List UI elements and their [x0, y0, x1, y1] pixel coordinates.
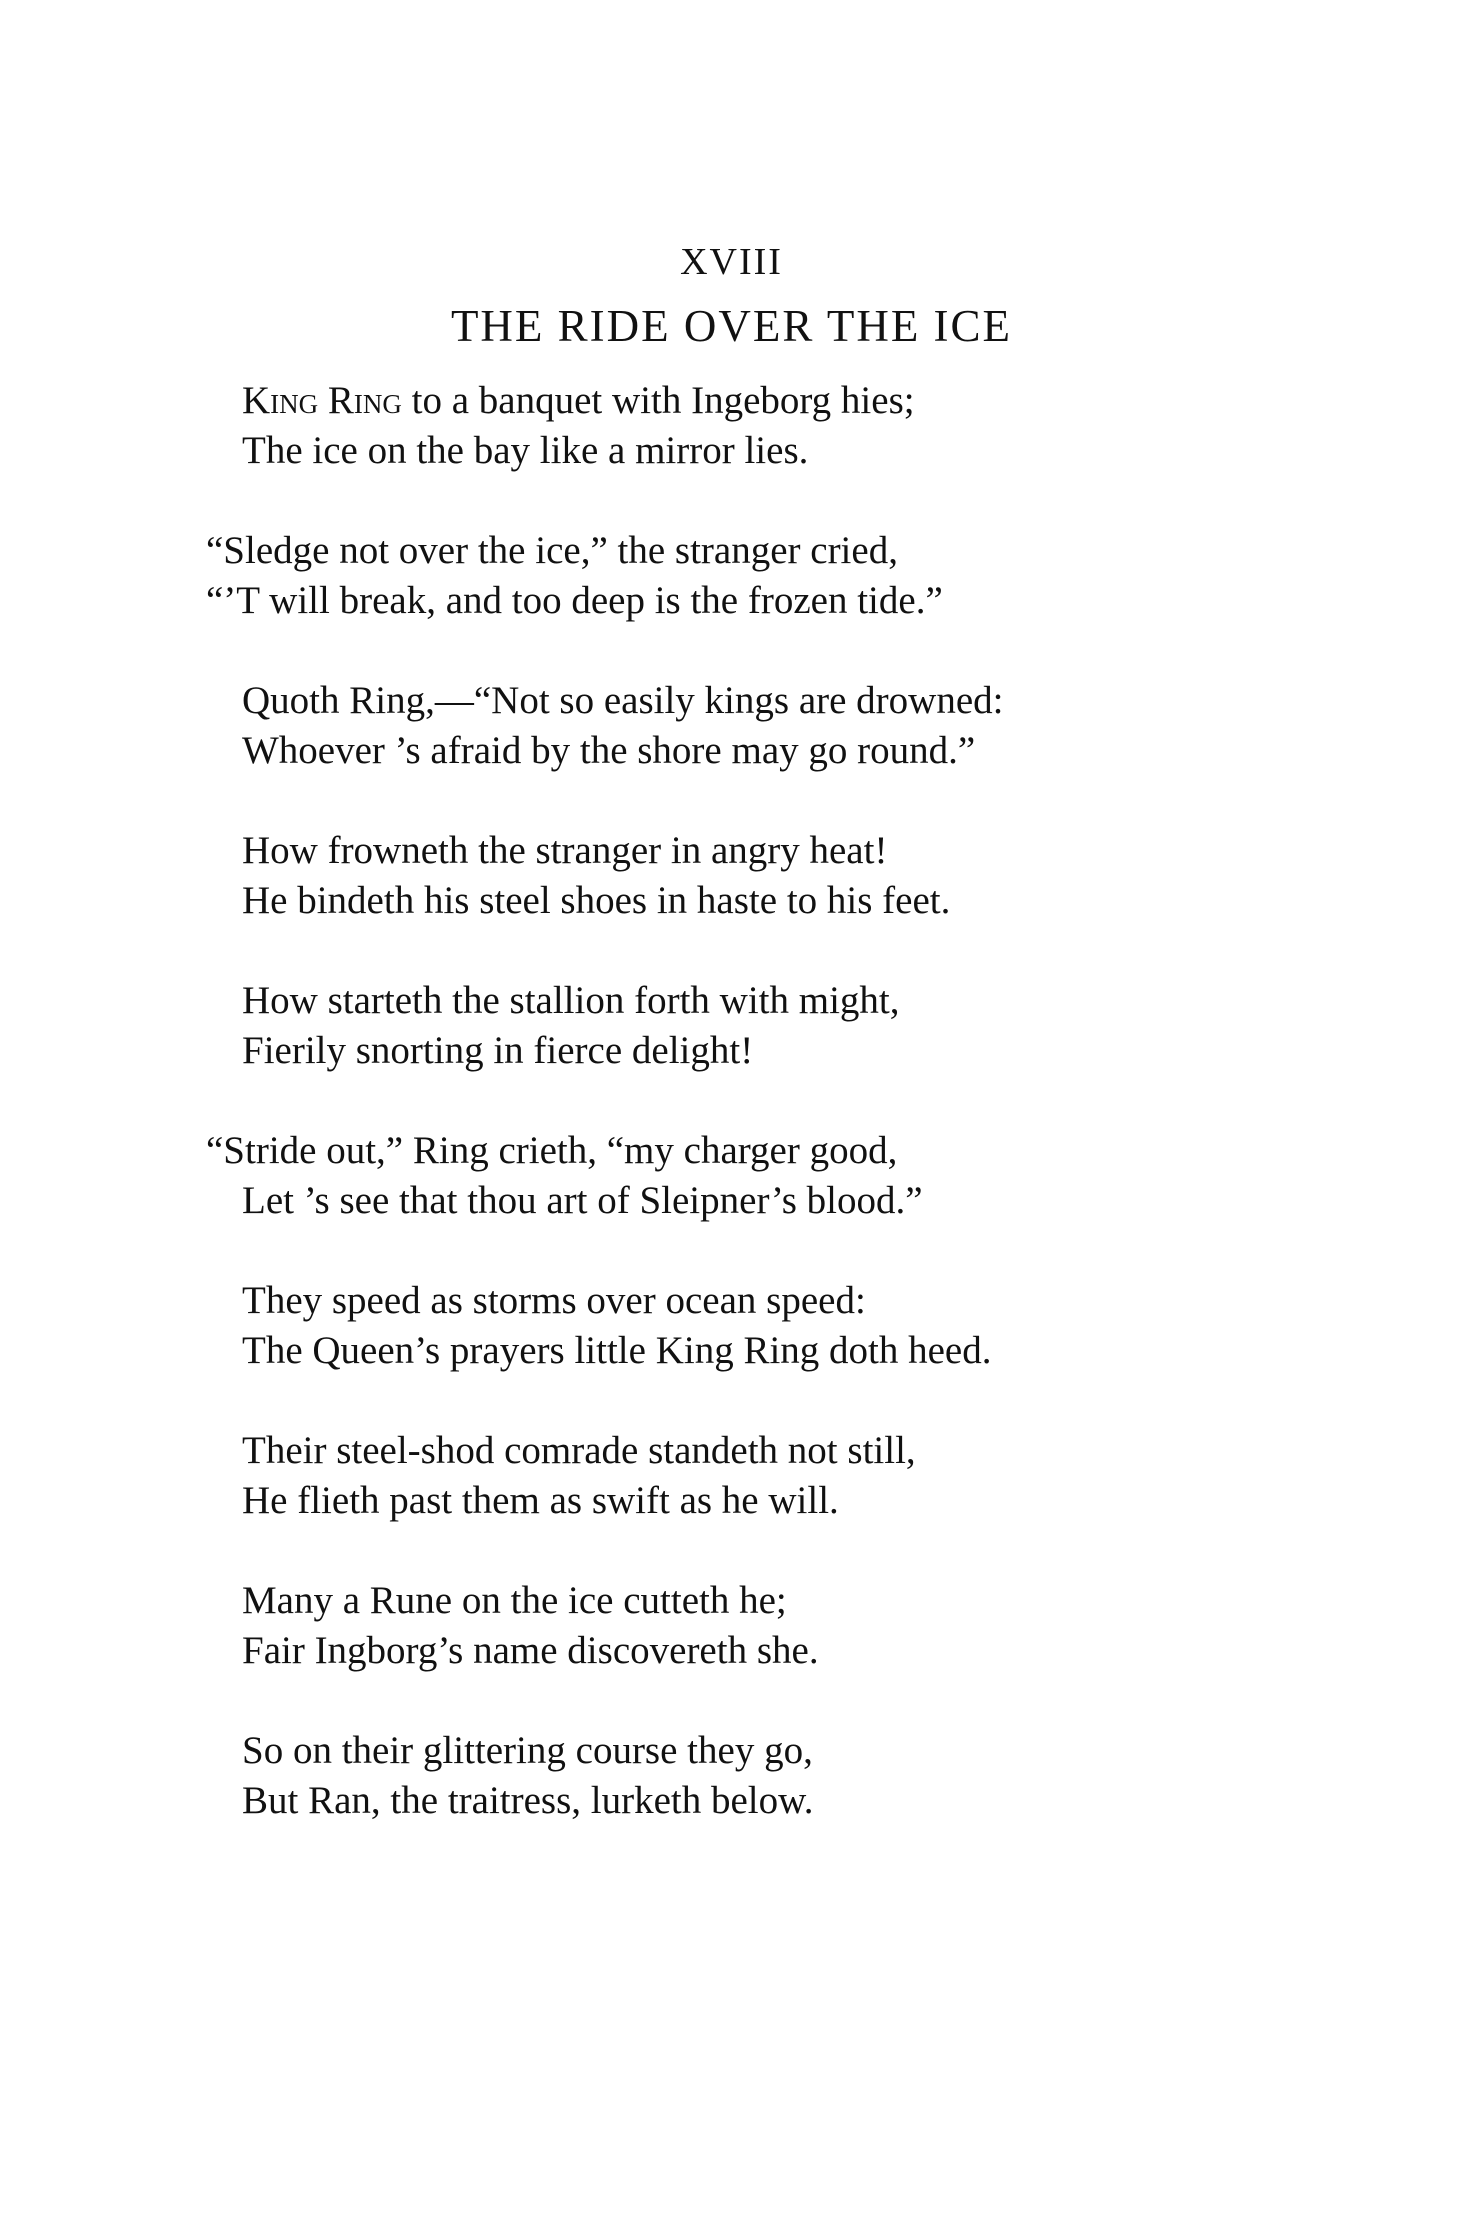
poem-line: “’T will break, and too deep is the frozen tide.” [206, 579, 943, 622]
stanza-2 [0, 526, 1463, 626]
poem-line: Fair Ingborg’s name discovereth she. [242, 1629, 819, 1672]
poem-title: THE RIDE OVER THE ICE [450, 301, 1013, 351]
stanza-6 [0, 1126, 1463, 1226]
poem-line: Let ’s see that thou art of Sleipner’s blood.” [242, 1179, 923, 1222]
small-caps-lead: King Ring [242, 379, 402, 422]
poem-line: How frowneth the stranger in angry heat! [242, 829, 888, 872]
poem-line: Whoever ’s afraid by the shore may go round.” [242, 729, 976, 772]
stanza-4 [0, 826, 1463, 926]
line-text: to a banquet with Ingeborg hies; [401, 379, 915, 422]
poem-line: “Stride out,” Ring crieth, “my charger good, [206, 1129, 898, 1172]
poem-line: So on their glittering course they go, [242, 1729, 813, 1772]
poem-line [0, 376, 1463, 426]
poem-line: Quoth Ring,—“Not so easily kings are drowned: [242, 679, 1004, 722]
poem-line: He flieth past them as swift as he will. [242, 1479, 839, 1522]
poem-line: He bindeth his steel shoes in haste to his feet. [242, 879, 951, 922]
poem-line: Their steel-shod comrade standeth not still, [242, 1429, 916, 1472]
poem-line: “Sledge not over the ice,” the stranger cried, [206, 529, 898, 572]
stanza-5 [0, 976, 1463, 1076]
poem-body [0, 376, 1463, 1876]
poem-line: How starteth the stallion forth with might, [242, 979, 900, 1022]
stanza-7 [0, 1276, 1463, 1376]
stanza-9 [0, 1576, 1463, 1676]
poem-line: They speed as storms over ocean speed: [242, 1279, 866, 1322]
poem-line: Fierily snorting in fierce delight! [242, 1029, 754, 1072]
poem-line: But Ran, the traitress, lurketh below. [242, 1779, 814, 1822]
poem-line: Many a Rune on the ice cutteth he; [242, 1579, 787, 1622]
chapter-numeral: XVIII [680, 241, 783, 283]
poem-line: The ice on the bay like a mirror lies. [242, 429, 809, 472]
stanza-1 [0, 376, 1463, 476]
stanza-10 [0, 1726, 1463, 1826]
poem-line: The Queen’s prayers little King Ring doth heed. [242, 1329, 992, 1372]
stanza-8 [0, 1426, 1463, 1526]
stanza-3 [0, 676, 1463, 776]
